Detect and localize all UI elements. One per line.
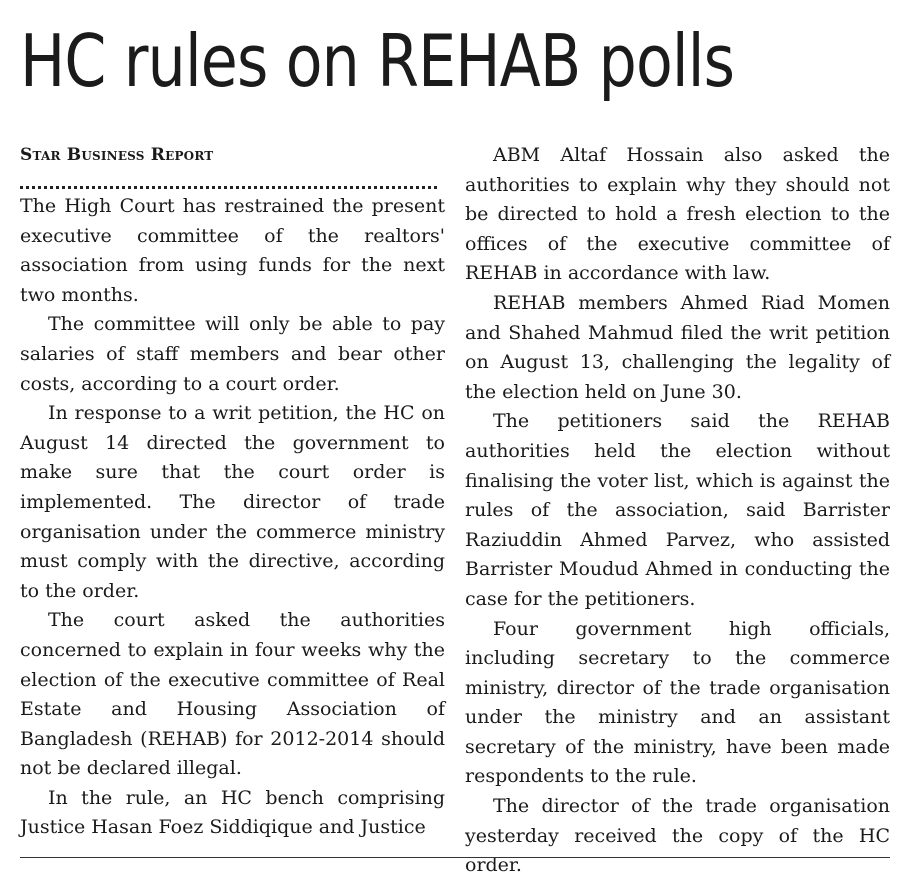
byline: Star Business Report [20,145,214,165]
paragraph-8: The petitioners said the REHAB authorities held the election without finalising the voter list, which is against the rules of the association, said Barrister Raziuddin Ahmed Parvez, who assisted Barrister Moudud Ahmed in conducting the case for the petitioners. [465,410,890,610]
paragraph-1: The High Court has restrained the present executive committee of the realtors' association from using funds for the next two months. [20,195,445,306]
paragraph-5: In the rule, an HC bench comprising Justice Hasan Foez Siddiqique and Justice [20,786,445,839]
paragraph-4: The court asked the authorities concerned to explain in four weeks why the election of the executive committee of Real Estate and Housing Association of Bangladesh (REHAB) for 2012-2014 should not be declared illegal. [20,609,445,780]
byline-dotted-rule [20,174,437,189]
headline: HC rules on REHAB polls [20,19,735,103]
paragraph-3: In response to a writ petition, the HC on August 14 directed the government to make sure that the court order is implemented. The director of trade organisation under the commerce ministry must comply with the directive, according to the order. [20,402,445,602]
article-column-left [20,141,445,843]
paragraph-6: ABM Altaf Hossain also asked the authorities to explain why they should not be directed to hold a fresh election to the offices of the executive committee of REHAB in accordance with law. [465,144,890,285]
paragraph-2: The committee will only be able to pay salaries of staff members and bear other costs, according to a court order. [20,313,445,395]
paragraph-7: REHAB members Ahmed Riad Momen and Shahed Mahmud filed the writ petition on August 13, challenging the legality of the election held on June 30. [465,291,890,403]
bottom-rule [20,857,890,858]
paragraph-10: The director of the trade organisation yesterday received the copy of the HC order. [465,795,890,877]
article-column-right [465,141,890,881]
paragraph-9: Four government high officials, including secretary to the commerce ministry, director of the trade organisation under the ministry and an assistant secretary of the ministry, have been made respondents to the rule. [465,617,890,788]
